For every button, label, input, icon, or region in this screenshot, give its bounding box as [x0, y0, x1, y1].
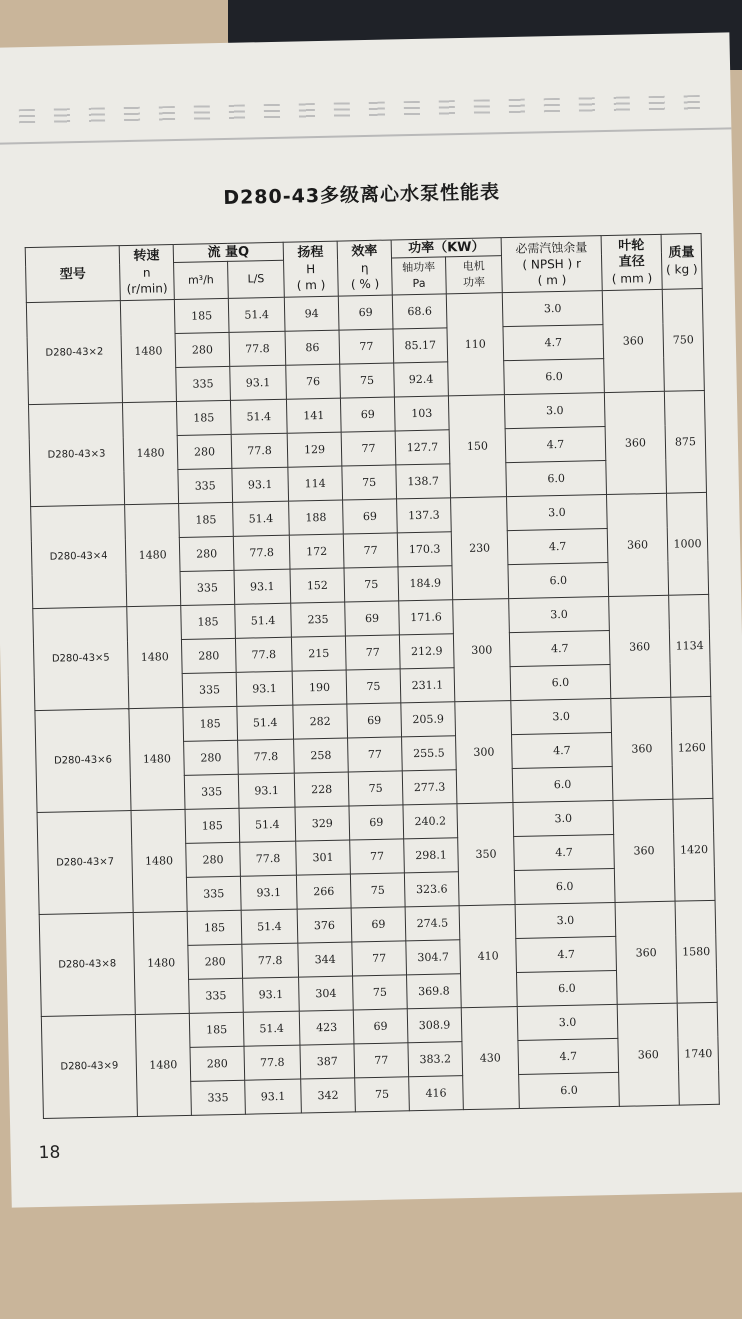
- npsh-cell: 6.0: [517, 970, 618, 1006]
- header-power: 功率（KW）: [391, 238, 501, 258]
- efficiency-cell: 77: [343, 533, 398, 568]
- header-flow-m3h: m³/h: [174, 261, 229, 299]
- npsh-cell: 3.0: [517, 1004, 618, 1040]
- flow-m3h-cell: 280: [181, 638, 236, 673]
- efficiency-cell: 75: [350, 873, 405, 908]
- mass-cell: 1000: [667, 492, 709, 595]
- shaft-power-cell: 255.5: [402, 736, 457, 771]
- mass-cell: 1134: [669, 594, 711, 697]
- head-cell: 172: [289, 534, 344, 569]
- flow-ls-cell: 51.4: [228, 297, 285, 332]
- header-impeller: 叶轮 直径 ( mm ): [601, 234, 662, 290]
- speed-cell: 1480: [122, 402, 178, 505]
- flow-m3h-cell: 280: [184, 740, 239, 775]
- flow-ls-cell: 51.4: [237, 705, 294, 740]
- head-cell: 301: [296, 840, 351, 875]
- motor-power-cell: 350: [457, 803, 515, 906]
- flow-ls-cell: 93.1: [245, 1079, 302, 1114]
- flow-ls-cell: 51.4: [235, 603, 292, 638]
- efficiency-cell: 77: [350, 839, 405, 874]
- npsh-cell: 6.0: [506, 461, 607, 497]
- efficiency-cell: 77: [345, 635, 400, 670]
- head-cell: 342: [301, 1078, 356, 1113]
- speed-cell: 1480: [133, 911, 189, 1014]
- shaft-power-cell: 85.17: [393, 328, 448, 363]
- page-title: D280-43多级离心水泵性能表: [223, 181, 501, 209]
- head-cell: 129: [287, 432, 342, 467]
- impeller-cell: 360: [611, 697, 673, 800]
- flow-m3h-cell: 335: [191, 1080, 246, 1115]
- shaft-power-cell: 308.9: [407, 1008, 462, 1043]
- head-cell: 114: [288, 466, 343, 501]
- header-npsh: 必需汽蚀余量 ( NPSH ) r ( m ): [501, 236, 602, 293]
- efficiency-cell: 69: [347, 703, 402, 738]
- npsh-cell: 4.7: [514, 834, 615, 870]
- flow-m3h-cell: 185: [181, 604, 236, 639]
- head-cell: 228: [294, 772, 349, 807]
- shaft-power-cell: 369.8: [407, 974, 462, 1009]
- efficiency-cell: 77: [348, 737, 403, 772]
- flow-m3h-cell: 185: [174, 298, 229, 333]
- shaft-power-cell: 137.3: [397, 498, 452, 533]
- flow-m3h-cell: 335: [186, 876, 241, 911]
- npsh-cell: 6.0: [519, 1072, 620, 1108]
- flow-ls-cell: 93.1: [243, 977, 300, 1012]
- impeller-cell: 360: [615, 901, 677, 1004]
- motor-power-cell: 150: [448, 395, 506, 498]
- head-cell: 141: [286, 398, 341, 433]
- flow-ls-cell: 93.1: [238, 773, 295, 808]
- shaft-power-cell: 103: [394, 396, 449, 431]
- shaft-power-cell: 304.7: [406, 940, 461, 975]
- head-cell: 235: [291, 602, 346, 637]
- npsh-cell: 4.7: [512, 732, 613, 768]
- efficiency-cell: 69: [340, 397, 395, 432]
- shaft-power-cell: 184.9: [398, 566, 453, 601]
- performance-table: [25, 233, 720, 1119]
- head-cell: 329: [295, 806, 350, 841]
- head-cell: 152: [290, 568, 345, 603]
- impeller-cell: 360: [617, 1003, 679, 1106]
- flow-m3h-cell: 335: [176, 366, 231, 401]
- motor-power-cell: 230: [451, 497, 509, 600]
- model-cell: D280-43×2: [26, 301, 122, 405]
- flow-ls-cell: 77.8: [242, 943, 299, 978]
- shaft-power-cell: 68.6: [392, 294, 447, 329]
- efficiency-cell: 77: [352, 941, 407, 976]
- flow-m3h-cell: 335: [182, 672, 237, 707]
- shaft-power-cell: 127.7: [395, 430, 450, 465]
- model-cell: D280-43×6: [35, 709, 131, 813]
- impeller-cell: 360: [613, 799, 675, 902]
- npsh-cell: 6.0: [508, 563, 609, 599]
- motor-power-cell: 300: [455, 701, 513, 804]
- efficiency-cell: 69: [345, 601, 400, 636]
- model-cell: D280-43×5: [33, 607, 129, 711]
- mass-cell: 1580: [675, 900, 717, 1003]
- efficiency-cell: 75: [342, 465, 397, 500]
- efficiency-cell: 77: [354, 1043, 409, 1078]
- shaft-power-cell: 205.9: [401, 702, 456, 737]
- header-flow-ls: L/S: [228, 260, 285, 298]
- npsh-cell: 4.7: [505, 427, 606, 463]
- flow-m3h-cell: 280: [188, 944, 243, 979]
- flow-ls-cell: 93.1: [234, 569, 291, 604]
- flow-m3h-cell: 280: [186, 842, 241, 877]
- flow-m3h-cell: 185: [183, 706, 238, 741]
- flow-ls-cell: 77.8: [244, 1045, 301, 1080]
- header-head: 扬程 H ( m ): [283, 241, 338, 297]
- flow-m3h-cell: 280: [190, 1046, 245, 1081]
- shaft-power-cell: 171.6: [399, 600, 454, 635]
- head-cell: 190: [292, 670, 347, 705]
- flow-m3h-cell: 335: [180, 570, 235, 605]
- flow-ls-cell: 93.1: [230, 365, 287, 400]
- head-cell: 215: [291, 636, 346, 671]
- shaft-power-cell: 323.6: [404, 872, 459, 907]
- npsh-cell: 4.7: [509, 631, 610, 667]
- impeller-cell: 360: [609, 595, 671, 698]
- speed-cell: 1480: [127, 605, 183, 708]
- shaft-power-cell: 240.2: [403, 804, 458, 839]
- motor-power-cell: 110: [446, 293, 504, 396]
- flow-ls-cell: 77.8: [233, 535, 290, 570]
- flow-m3h-cell: 335: [184, 774, 239, 809]
- shaft-power-cell: 231.1: [400, 668, 455, 703]
- mass-cell: 1260: [671, 696, 713, 799]
- npsh-cell: 6.0: [512, 766, 613, 802]
- flow-ls-cell: 77.8: [238, 739, 295, 774]
- motor-power-cell: 410: [459, 905, 517, 1008]
- header-efficiency: 效率 η ( % ): [337, 240, 392, 296]
- efficiency-cell: 75: [355, 1077, 410, 1112]
- head-cell: 76: [286, 364, 341, 399]
- flow-m3h-cell: 280: [179, 536, 234, 571]
- shaft-power-cell: 298.1: [404, 838, 459, 873]
- head-cell: 266: [296, 874, 351, 909]
- efficiency-cell: 75: [353, 975, 408, 1010]
- mass-cell: 1740: [677, 1002, 719, 1105]
- efficiency-cell: 69: [353, 1009, 408, 1044]
- flow-ls-cell: 51.4: [239, 807, 296, 842]
- shaft-power-cell: 212.9: [399, 634, 454, 669]
- mass-cell: 1420: [673, 798, 715, 901]
- head-cell: 94: [284, 296, 339, 331]
- impeller-cell: 360: [607, 493, 669, 596]
- speed-cell: 1480: [125, 503, 181, 606]
- head-cell: 387: [300, 1044, 355, 1079]
- header-flow: 流 量Q: [173, 242, 283, 262]
- header-speed: 转速 n (r/min): [119, 245, 174, 301]
- efficiency-cell: 77: [339, 329, 394, 364]
- npsh-cell: 3.0: [509, 597, 610, 633]
- shaft-power-cell: 383.2: [408, 1042, 463, 1077]
- flow-m3h-cell: 280: [175, 332, 230, 367]
- mass-cell: 750: [662, 288, 704, 391]
- efficiency-cell: 75: [348, 771, 403, 806]
- shaft-power-cell: 138.7: [396, 464, 451, 499]
- efficiency-cell: 69: [338, 295, 393, 330]
- efficiency-cell: 75: [340, 363, 395, 398]
- flow-m3h-cell: 185: [187, 910, 242, 945]
- flow-m3h-cell: 335: [189, 978, 244, 1013]
- efficiency-cell: 69: [343, 499, 398, 534]
- head-cell: 344: [298, 942, 353, 977]
- head-cell: 282: [293, 704, 348, 739]
- npsh-cell: 3.0: [511, 698, 612, 734]
- flow-ls-cell: 51.4: [241, 909, 298, 944]
- head-cell: 423: [299, 1010, 354, 1045]
- npsh-cell: 4.7: [507, 529, 608, 565]
- speed-cell: 1480: [131, 809, 187, 912]
- npsh-cell: 4.7: [518, 1038, 619, 1074]
- mass-cell: 875: [664, 390, 706, 493]
- flow-m3h-cell: 185: [179, 502, 234, 537]
- speed-cell: 1480: [135, 1013, 191, 1116]
- model-cell: D280-43×4: [31, 505, 127, 609]
- flow-m3h-cell: 185: [176, 400, 231, 435]
- flow-ls-cell: 51.4: [230, 399, 287, 434]
- flow-ls-cell: 77.8: [229, 331, 286, 366]
- npsh-cell: 3.0: [515, 902, 616, 938]
- head-cell: 258: [294, 738, 349, 773]
- flow-ls-cell: 77.8: [235, 637, 292, 672]
- head-cell: 376: [297, 908, 352, 943]
- header-mass: 质量 ( kg ): [661, 233, 702, 289]
- npsh-cell: 3.0: [507, 495, 608, 531]
- shaft-power-cell: 277.3: [402, 770, 457, 805]
- efficiency-cell: 69: [351, 907, 406, 942]
- flow-ls-cell: 77.8: [240, 841, 297, 876]
- document-page: [0, 32, 742, 1207]
- shaft-power-cell: 416: [409, 1076, 464, 1111]
- speed-cell: 1480: [129, 707, 185, 810]
- flow-ls-cell: 77.8: [231, 433, 288, 468]
- shaft-power-cell: 274.5: [405, 906, 460, 941]
- impeller-cell: 360: [604, 391, 666, 494]
- header-model: 型号: [25, 246, 120, 303]
- npsh-cell: 3.0: [513, 800, 614, 836]
- efficiency-cell: 75: [346, 669, 401, 704]
- npsh-cell: 4.7: [516, 936, 617, 972]
- efficiency-cell: 77: [341, 431, 396, 466]
- speed-cell: 1480: [120, 300, 176, 403]
- efficiency-cell: 69: [349, 805, 404, 840]
- shaft-power-cell: 92.4: [394, 362, 449, 397]
- head-cell: 188: [289, 500, 344, 535]
- header-motor-power: 电机 功率: [446, 256, 503, 294]
- flow-m3h-cell: 185: [185, 808, 240, 843]
- npsh-cell: 6.0: [514, 868, 615, 904]
- head-cell: 86: [285, 330, 340, 365]
- npsh-cell: 3.0: [502, 291, 603, 327]
- table-body: [26, 288, 719, 1118]
- flow-m3h-cell: 280: [177, 434, 232, 469]
- npsh-cell: 4.7: [503, 325, 604, 361]
- flow-ls-cell: 93.1: [240, 875, 297, 910]
- motor-power-cell: 300: [453, 599, 511, 702]
- flow-ls-cell: 51.4: [233, 501, 290, 536]
- npsh-cell: 6.0: [510, 664, 611, 700]
- model-cell: D280-43×3: [28, 403, 124, 507]
- head-cell: 304: [299, 976, 354, 1011]
- flow-ls-cell: 51.4: [243, 1011, 300, 1046]
- npsh-cell: 3.0: [504, 393, 605, 429]
- flow-ls-cell: 93.1: [232, 467, 289, 502]
- model-cell: D280-43×7: [37, 811, 133, 915]
- efficiency-cell: 75: [344, 567, 399, 602]
- model-cell: D280-43×9: [41, 1015, 137, 1119]
- flow-ls-cell: 93.1: [236, 671, 293, 706]
- header-shaft-power: 轴功率 Pa: [392, 257, 447, 295]
- impeller-cell: 360: [602, 289, 664, 392]
- model-cell: D280-43×8: [39, 913, 135, 1017]
- motor-power-cell: 430: [461, 1007, 519, 1110]
- flow-m3h-cell: 185: [189, 1012, 244, 1047]
- page-number: 18: [38, 1142, 61, 1164]
- npsh-cell: 6.0: [504, 359, 605, 395]
- shaft-power-cell: 170.3: [397, 532, 452, 567]
- flow-m3h-cell: 335: [178, 468, 233, 503]
